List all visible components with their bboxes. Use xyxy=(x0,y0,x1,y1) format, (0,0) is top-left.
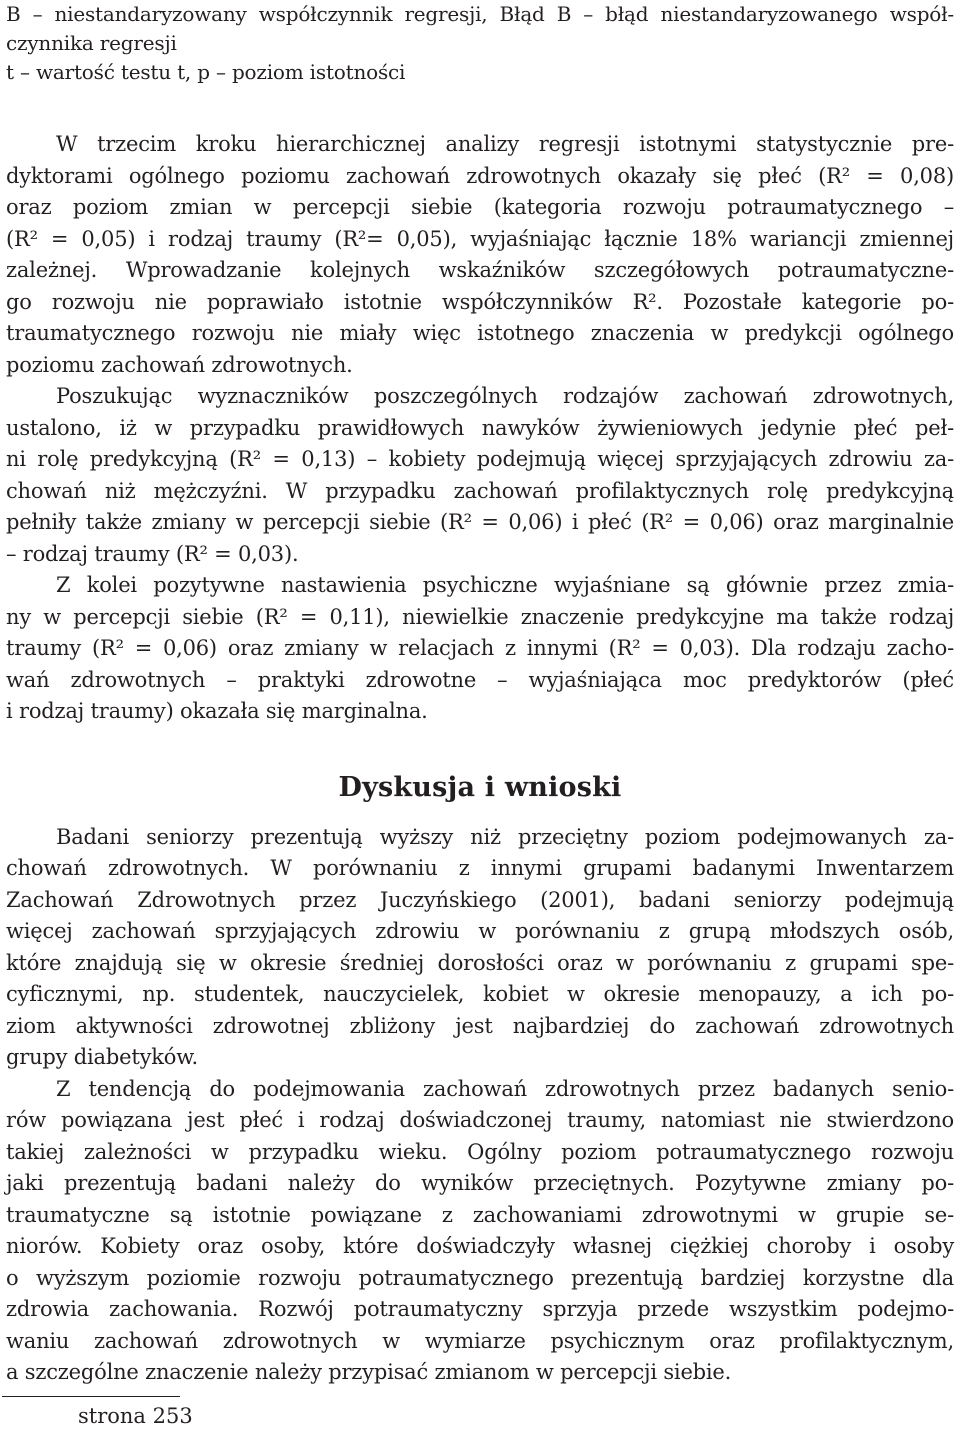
text-line: jaki prezentują badani należy do wyników przeciętnych. Pozytywne zmiany po- xyxy=(6,1171,954,1195)
text-line: Badani seniorzy prezentują wyższy niż przeciętny poziom podejmowanych za- xyxy=(56,824,954,849)
text-line: poziomu zachowań zdrowotnych. xyxy=(6,352,353,377)
text-line: cyficznymi, np. studentek, nauczycielek, kobiet w okresie menopauzy, a ich po- xyxy=(6,982,954,1006)
text-line: chowań zdrowotnych. W porównaniu z innymi grupami badanymi Inwentarzem xyxy=(6,856,954,880)
text-line: takiej zależności w przypadku wieku. Ogólny poziom potraumatycznego rozwoju xyxy=(6,1139,954,1164)
paragraph-regression-step3 xyxy=(6,129,954,381)
text-line: niorów. Kobiety oraz osoby, które doświadczyły własnej ciężkiej choroby i osoby xyxy=(6,1234,954,1258)
text-line: oraz poziom zmian w percepcji siebie (kategoria rozwoju potraumatycznego – xyxy=(6,195,954,219)
paragraph-discussion-1 xyxy=(6,822,954,1074)
text-line: traumatyczne są istotnie powiązane z zachowaniami zdrowotnymi w grupie se- xyxy=(6,1202,954,1227)
page-footer xyxy=(0,1396,210,1428)
text-line: go rozwoju nie poprawiało istotnie współczynników R². Pozostałe kategorie po- xyxy=(6,289,954,314)
text-line: chowań niż mężczyźni. W przypadku zachowań profilaktycznych rolę predykcyjną xyxy=(6,478,954,503)
legend-line: t – wartość testu t, p – poziom istotności xyxy=(6,60,406,84)
text-line: ziom aktywności zdrowotnej zbliżony jest najbardziej do zachowań zdrowotnych xyxy=(6,1013,954,1038)
text-line: grupy diabetyków. xyxy=(6,1045,198,1069)
text-line: – rodzaj traumy (R² = 0,03). xyxy=(6,541,299,566)
page-body xyxy=(6,0,954,1389)
text-line: Zachowań Zdrowotnych przez Juczyńskiego (2001), badani seniorzy podejmują xyxy=(6,887,954,912)
footer-divider xyxy=(2,1396,180,1397)
text-line: traumatycznego rozwoju nie miały więc istotnego znaczenia w predykcji ogólnego xyxy=(6,321,954,345)
text-line: Poszukując wyznaczników poszczególnych rodzajów zachowań zdrowotnych, xyxy=(56,384,954,408)
legend-line: czynnika regresji xyxy=(6,31,177,55)
legend-line: B – niestandaryzowany współczynnik regresji, Błąd B – błąd niestandaryzowanego współ- xyxy=(6,2,954,26)
text-line: (R² = 0,05) i rodzaj traumy (R²= 0,05), wyjaśniając łącznie 18% wariancji zmiennej xyxy=(6,226,954,251)
text-line: dyktorami ogólnego poziomu zachowań zdrowotnych okazały się płeć (R² = 0,08) xyxy=(6,163,954,188)
text-line: rów powiązana jest płeć i rodzaj doświadczonej traumy, natomiast nie stwierdzono xyxy=(6,1108,954,1132)
paragraph-health-behaviour-determinants xyxy=(6,381,954,570)
paragraph-discussion-2 xyxy=(6,1074,954,1389)
text-line: o wyższym poziomie rozwoju potraumatycznego prezentują bardziej korzystne dla xyxy=(6,1265,954,1290)
text-line: ni rolę predykcyjną (R² = 0,13) – kobiety podejmują więcej sprzyjających zdrowiu za- xyxy=(6,447,954,471)
text-line: wań zdrowotnych – praktyki zdrowotne – wyjaśniająca moc predyktorów (płeć xyxy=(6,667,954,692)
text-line: pełniły także zmiany w percepcji siebie (R² = 0,06) i płeć (R² = 0,06) oraz marginalnie xyxy=(6,510,954,534)
page-number: strona 253 xyxy=(78,1404,193,1428)
text-line: Z kolei pozytywne nastawienia psychiczne wyjaśniane są głównie przez zmia- xyxy=(56,573,954,597)
text-line: waniu zachowań zdrowotnych w wymiarze psychicznym oraz profilaktycznym, xyxy=(6,1328,954,1353)
text-line: W trzecim kroku hierarchicznej analizy regresji istotnymi statystycznie pre- xyxy=(56,132,954,156)
section-heading: Dyskusja i wnioski xyxy=(338,771,622,803)
text-line: które znajdują się w okresie średniej dorosłości oraz w porównaniu z grupami spe- xyxy=(6,950,954,975)
text-line: ustalono, iż w przypadku prawidłowych nawyków żywieniowych jedynie płeć peł- xyxy=(6,415,954,440)
text-line: a szczególne znaczenie należy przypisać zmianom w percepcji siebie. xyxy=(6,1360,732,1384)
text-line: Z tendencją do podejmowania zachowań zdrowotnych przez badanych senio- xyxy=(56,1076,954,1101)
text-line: zależnej. Wprowadzanie kolejnych wskaźników szczegółowych potraumatyczne- xyxy=(6,258,954,282)
text-line: traumy (R² = 0,06) oraz zmiany w relacjach z innymi (R² = 0,03). Dla rodzaju zacho- xyxy=(6,636,954,660)
text-line: więcej zachowań sprzyjających zdrowiu w porównaniu z grupą młodszych osób, xyxy=(6,919,954,943)
text-line: ny w percepcji siebie (R² = 0,11), niewielkie znaczenie predykcyjne ma także rodzaj xyxy=(6,604,954,629)
paragraph-positive-attitudes xyxy=(6,570,954,728)
table-legend xyxy=(6,0,954,87)
text-line: zdrowia zachowania. Rozwój potraumatyczny sprzyja przede wszystkim podejmo- xyxy=(6,1297,954,1321)
text-line: i rodzaj traumy) okazała się marginalna. xyxy=(6,699,428,723)
